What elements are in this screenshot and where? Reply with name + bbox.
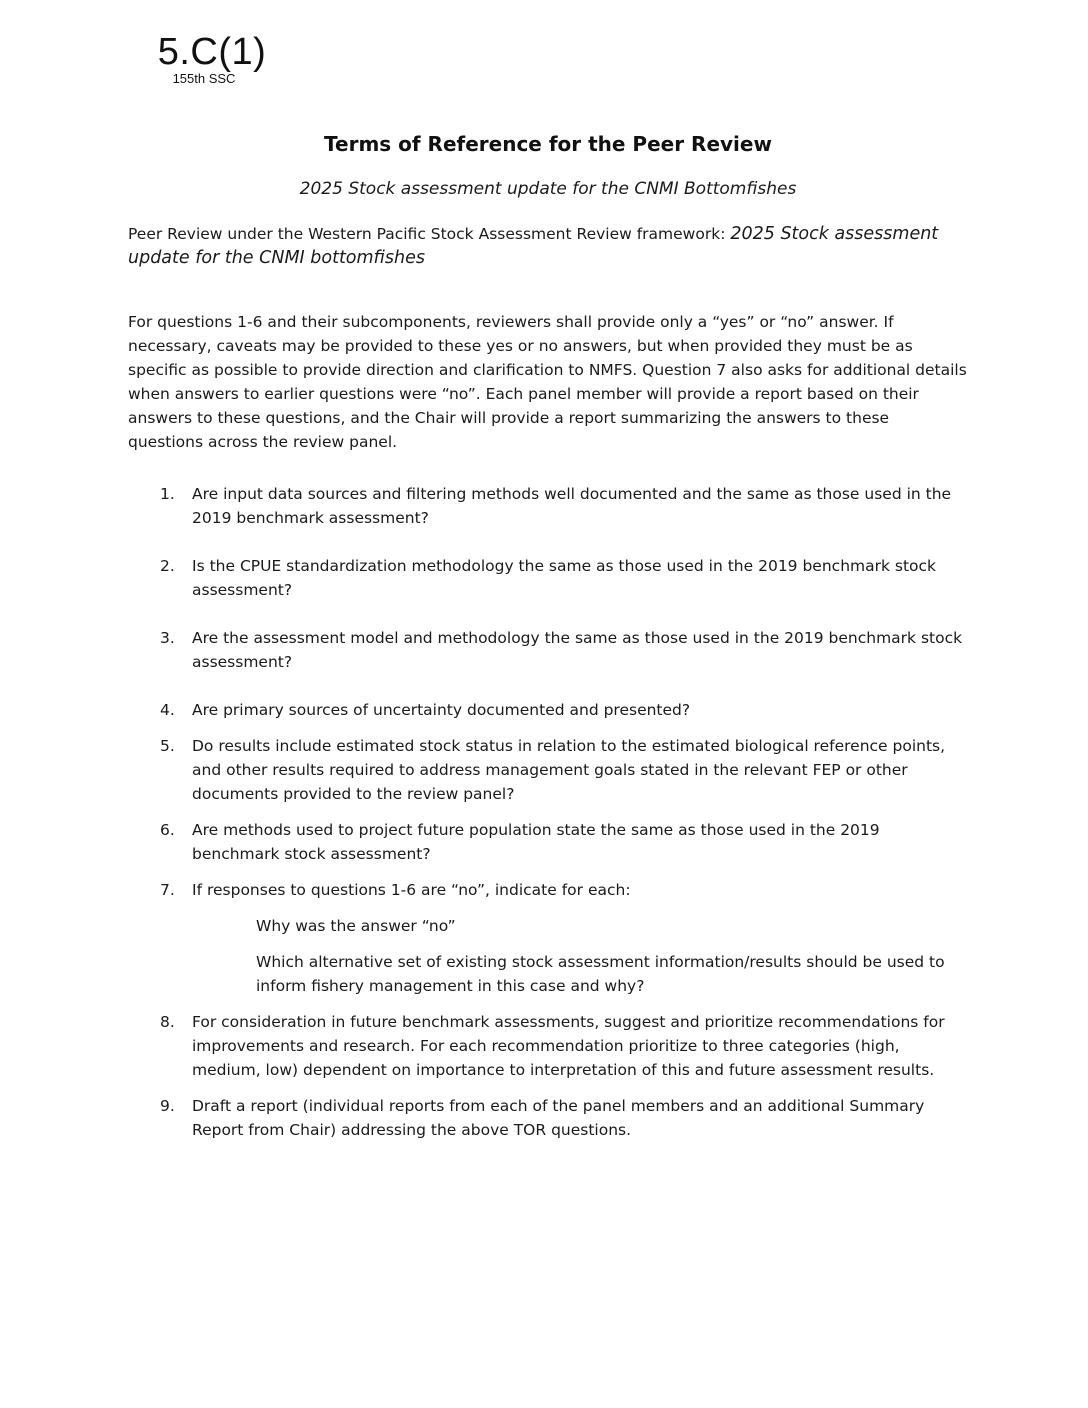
question-number: 4. xyxy=(160,701,175,719)
question-number: 3. xyxy=(160,629,175,647)
document-subtitle: 2025 Stock assessment update for the CNMI Bottomfishes xyxy=(299,179,797,199)
question-text: Are primary sources of uncertainty documented and presented? xyxy=(192,701,691,719)
agenda-item-code: 5.C(1) xyxy=(157,31,267,73)
question-item-3 xyxy=(128,626,968,674)
question-text: Are the assessment model and methodology the same as those used in the 2019 benchmark stock assessment? xyxy=(192,629,963,671)
question-number: 5. xyxy=(160,737,175,755)
question-item-7 xyxy=(128,878,968,998)
framework-paragraph xyxy=(128,222,968,270)
question-number: 9. xyxy=(160,1097,175,1115)
question-text: Is the CPUE standardization methodology the same as those used in the 2019 benchmark stock assessment? xyxy=(192,557,937,599)
question-item-8 xyxy=(128,1010,968,1082)
question-item-1 xyxy=(128,482,968,530)
question-text: Are input data sources and filtering methods well documented and the same as those used in the 2019 benchmark assessment? xyxy=(192,485,952,527)
intro-paragraph: For questions 1-6 and their subcomponents, reviewers shall provide only a “yes” or “no” answer. If necessary, caveats may be provided to these yes or no answers, but when provided they must be as specific as possible to provide direction and clarification to NMFS. Question 7 also asks for additional details when answers to earlier questions were “no”. Each panel member will provide a report based on their answers to these questions, and the Chair will provide a report summarizing the answers to these questions across the review panel. xyxy=(128,313,967,451)
question-item-5 xyxy=(128,734,968,806)
question-item-9 xyxy=(128,1094,968,1142)
question-number: 2. xyxy=(160,557,175,575)
question-number: 7. xyxy=(160,881,175,899)
question-text: For consideration in future benchmark assessments, suggest and prioritize recommendations for improvements and research. For each recommendation prioritize to three categories (high, medium, low) dependent on importance to interpretation of this and future assessment results. xyxy=(192,1013,945,1079)
framework-italic-title: 2025 Stock assessment update for the CNMI bottomfishes xyxy=(128,224,939,268)
question-text: Do results include estimated stock status in relation to the estimated biological reference points, and other results required to address management goals stated in the relevant FEP or other documents provided to the review panel? xyxy=(192,737,946,803)
question-number: 6. xyxy=(160,821,175,839)
question-number: 1. xyxy=(160,485,175,503)
framework-prefix: Peer Review under the Western Pacific Stock Assessment Review framework: xyxy=(128,225,731,243)
question-7-subitem-1: Why was the answer “no” xyxy=(256,917,456,935)
question-text: Draft a report (individual reports from each of the panel members and an additional Summary Report from Chair) addressing the above TOR questions. xyxy=(192,1097,925,1139)
question-item-6 xyxy=(128,818,968,866)
meeting-label: 155th SSC xyxy=(172,71,236,86)
document-title: Terms of Reference for the Peer Review xyxy=(324,132,772,156)
document-body xyxy=(128,128,968,1142)
question-text: If responses to questions 1-6 are “no”, indicate for each: xyxy=(192,881,631,899)
question-item-4 xyxy=(128,698,968,722)
agenda-stamp xyxy=(157,32,267,86)
question-text: Are methods used to project future population state the same as those used in the 2019 benchmark stock assessment? xyxy=(192,821,880,863)
question-number: 8. xyxy=(160,1013,175,1031)
question-item-2 xyxy=(128,554,968,602)
question-7-subitem-2: Which alternative set of existing stock assessment information/results should be used to inform fishery management in this case and why? xyxy=(256,953,945,995)
question-list xyxy=(128,482,968,1142)
